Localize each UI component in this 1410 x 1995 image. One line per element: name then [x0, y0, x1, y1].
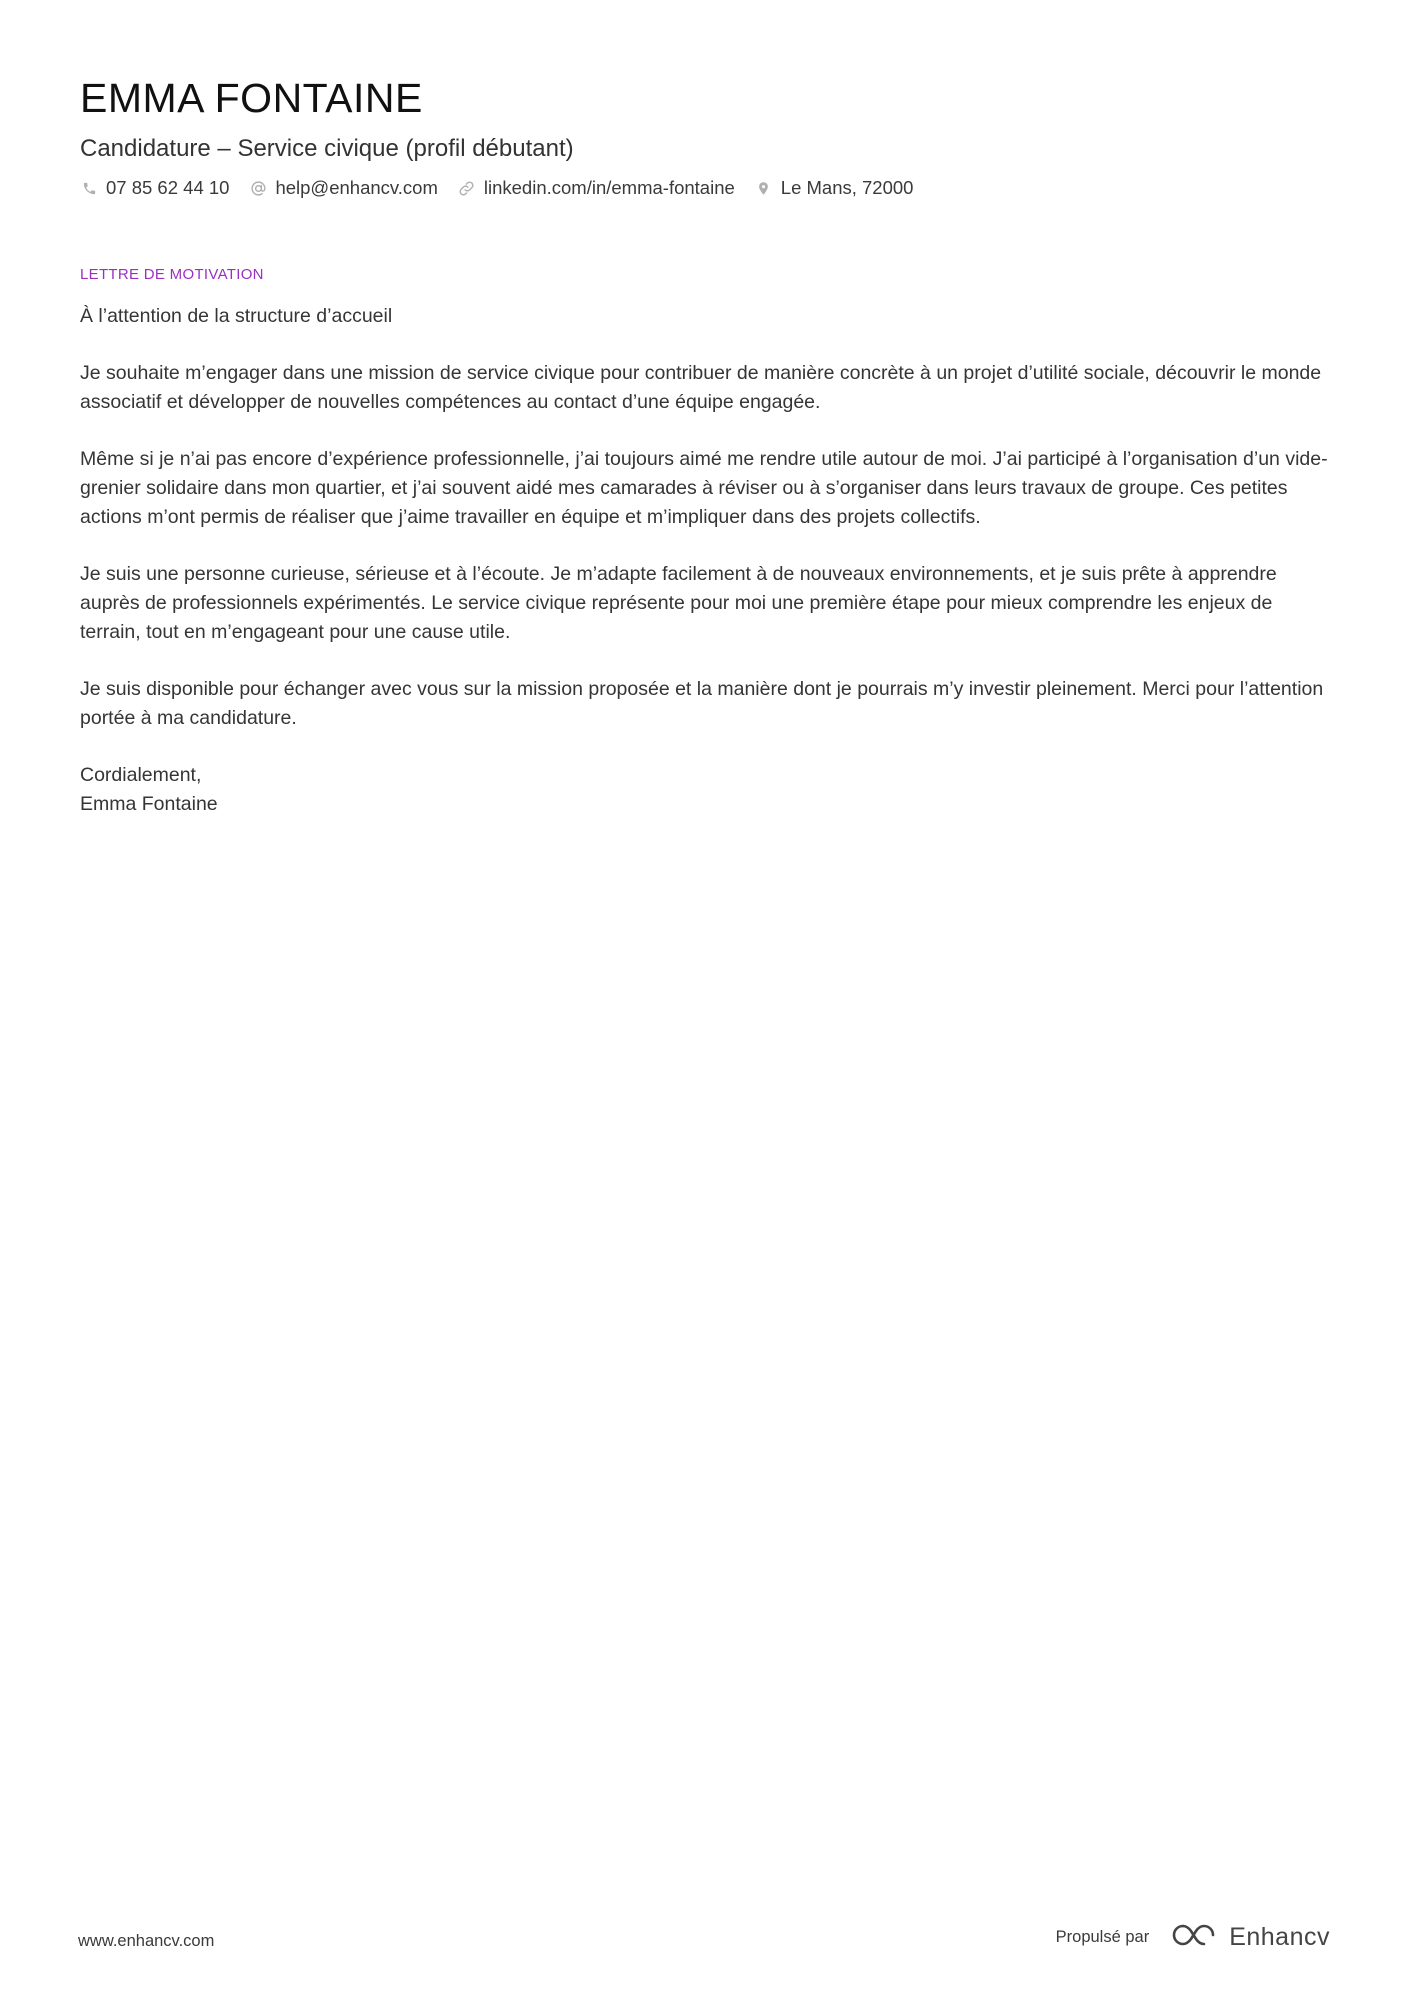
brand-logo[interactable] [1171, 1922, 1330, 1953]
contact-phone [80, 176, 229, 200]
letter-paragraph: Même si je n’ai pas encore d’expérience professionnelle, j’ai toujours aimé me rendre utile autour de moi. J’ai participé à l’organisation d’un vide-grenier solidaire dans mon quartier, et j’ai souvent aidé mes camarades à réviser ou à s’organiser dans leurs travaux de groupe. Ces petites actions m’ont permis de réaliser que j’aime travailler en équipe et m’impliquer dans des projets collectifs. [80, 448, 1328, 528]
letter-paragraph: Je suis une personne curieuse, sérieuse et à l’écoute. Je m’adapte facilement à de nouveaux environnements, et je suis prête à apprendre auprès de professionnels expérimentés. Le service civique représente pour moi une première étape pour mieux comprendre les enjeux de terrain, tout en m’engageant pour une cause utile. [80, 563, 1277, 643]
letter-signature: Emma Fontaine [80, 793, 218, 815]
powered-by-label: Propulsé par [1055, 1928, 1150, 1946]
at-icon [249, 179, 267, 197]
candidate-name: EMMA FONTAINE [80, 75, 423, 121]
contact-location [755, 176, 914, 200]
contact-email [249, 176, 437, 200]
section-title: LETTRE DE MOTIVATION [80, 266, 264, 283]
job-title: Candidature – Service civique (profil débutant) [80, 135, 574, 162]
letter-paragraph: Je suis disponible pour échanger avec vous sur la mission proposée et la manière dont je pourrais m’y investir pleinement. Merci pour l’attention portée à ma candidature. [80, 678, 1324, 729]
brand-name: Enhancv [1229, 1923, 1330, 1951]
footer-branding [1056, 1922, 1330, 1953]
location: Le Mans, 72000 [780, 177, 914, 198]
phone-icon [80, 179, 98, 197]
letter-body [80, 302, 1335, 819]
phone-number: 07 85 62 44 10 [106, 177, 230, 198]
link-icon [458, 179, 476, 197]
letter-paragraph: Je souhaite m’engager dans une mission de service civique pour contribuer de manière concrète à un projet d’utilité sociale, découvrir le monde associatif et développer de nouvelles compétences au contact d’une équipe engagée. [80, 362, 1322, 413]
footer-website[interactable]: www.enhancv.com [78, 1932, 215, 1950]
enhancv-logo-icon [1171, 1922, 1217, 1953]
letter-salutation: À l’attention de la structure d’accueil [80, 305, 393, 327]
linkedin-url[interactable]: linkedin.com/in/emma-fontaine [483, 177, 735, 198]
letter-closing: Cordialement, [80, 764, 202, 786]
contact-bar [80, 176, 1330, 200]
location-pin-icon [755, 179, 773, 197]
contact-linkedin [458, 176, 735, 200]
header [80, 72, 1330, 200]
email-address[interactable]: help@enhancv.com [275, 177, 438, 198]
